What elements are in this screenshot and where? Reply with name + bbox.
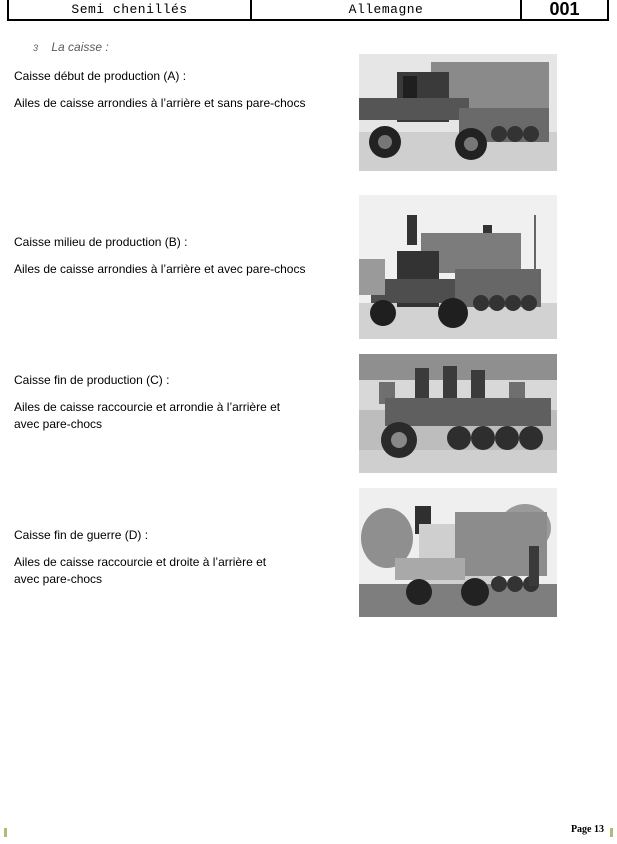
block-d-description-line-1: Ailes de caisse raccourcie et droite à l’arrière et <box>14 555 267 569</box>
header-category: Semi chenillés <box>9 0 252 19</box>
block-a-title: Caisse début de production (A) : <box>14 69 187 83</box>
block-c-text <box>14 372 344 433</box>
halftrack-photo-icon <box>359 488 557 617</box>
page-number: Page 13 <box>570 824 604 835</box>
section-number: 3 <box>33 43 39 53</box>
halftrack-photo-icon <box>359 354 557 473</box>
block-b-text <box>14 234 344 278</box>
block-c-description <box>14 399 344 433</box>
header-number: 001 <box>549 0 580 19</box>
block-b-description: Ailes de caisse arrondies à l’arrière et avec pare-chocs <box>14 262 306 276</box>
block-d-photo <box>359 488 557 617</box>
block-c-description-line-2: avec pare-chocs <box>14 417 103 431</box>
block-c-title: Caisse fin de production (C) : <box>14 373 170 387</box>
section-title <box>33 40 109 54</box>
corner-mark-left <box>4 828 7 837</box>
block-b-title: Caisse milieu de production (B) : <box>14 235 188 249</box>
block-c-description-line-1: Ailes de caisse raccourcie et arrondie à l’arrière et <box>14 400 281 414</box>
block-a-description: Ailes de caisse arrondies à l’arrière et sans pare-chocs <box>14 96 306 110</box>
header-country: Allemagne <box>252 0 522 19</box>
block-a-photo <box>359 54 557 171</box>
block-b-photo <box>359 195 557 339</box>
block-c-photo <box>359 354 557 473</box>
section-title-text: La caisse : <box>51 40 109 54</box>
document-header <box>7 0 609 21</box>
block-d-description <box>14 554 344 588</box>
block-a-text <box>14 68 344 112</box>
block-d-description-line-2: avec pare-chocs <box>14 572 103 586</box>
corner-mark-right <box>610 828 613 837</box>
halftrack-photo-icon <box>359 195 557 339</box>
block-d-text <box>14 527 344 588</box>
block-d-title: Caisse fin de guerre (D) : <box>14 528 149 542</box>
halftrack-photo-icon <box>359 54 557 171</box>
